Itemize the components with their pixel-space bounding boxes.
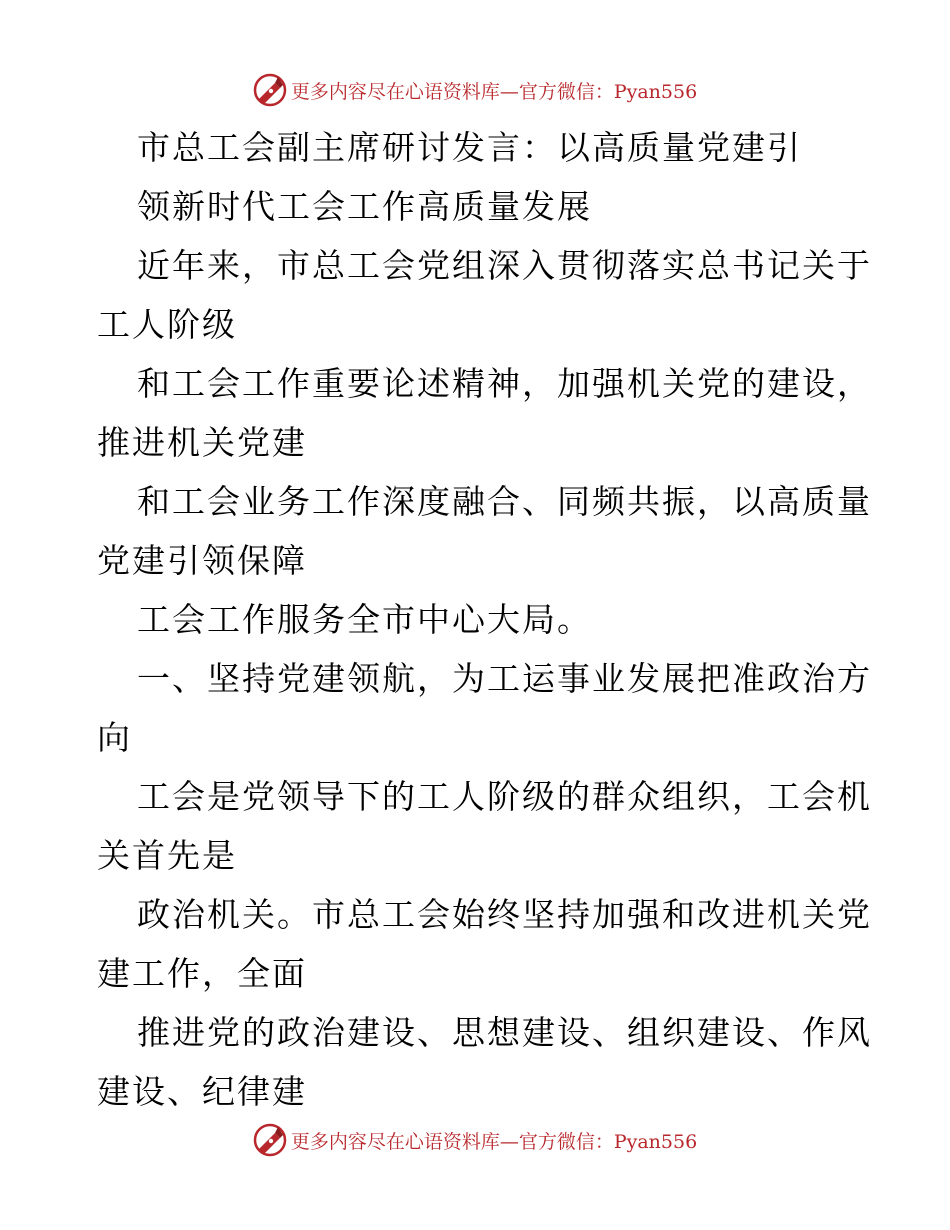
header-banner-text: 更多内容尽在心语资料库—官方微信：Pyan556 — [290, 80, 698, 103]
pen-nib-logo-icon — [253, 73, 287, 107]
section-heading-line: 一、坚持党建领航，为工运事业发展把准政治方 — [137, 659, 872, 698]
footer-banner — [0, 1120, 950, 1160]
title-line-2: 领新时代工会工作高质量发展 — [137, 187, 592, 226]
paragraph-line: 关首先是 — [97, 836, 237, 875]
paragraph-line: 和工会业务工作深度融合、同频共振，以高质量 — [137, 482, 872, 521]
paragraph-line: 政治机关。市总工会始终坚持加强和改进机关党 — [137, 895, 872, 934]
paragraph-line: 工会工作服务全市中心大局。 — [137, 600, 592, 639]
footer-banner-text: 更多内容尽在心语资料库—官方微信：Pyan556 — [290, 1130, 698, 1153]
paragraph-line: 推进机关党建 — [97, 423, 307, 462]
document-body — [97, 118, 872, 1121]
title-line-1: 市总工会副主席研讨发言：以高质量党建引 — [137, 128, 802, 167]
paragraph-line: 党建引领保障 — [97, 541, 307, 580]
paragraph-line: 建设、纪律建 — [97, 1072, 307, 1111]
pen-nib-logo-icon — [253, 1123, 287, 1157]
paragraph-line: 工会是党领导下的工人阶级的群众组织，工会机 — [137, 777, 872, 816]
paragraph-line: 建工作，全面 — [97, 954, 307, 993]
paragraph-line: 推进党的政治建设、思想建设、组织建设、作风 — [137, 1013, 872, 1052]
section-heading-line: 向 — [97, 718, 132, 757]
paragraph-line: 和工会工作重要论述精神，加强机关党的建设， — [137, 364, 872, 403]
paragraph-line: 近年来，市总工会党组深入贯彻落实总书记关于 — [137, 246, 872, 285]
header-banner — [0, 70, 950, 110]
paragraph-line: 工人阶级 — [97, 305, 237, 344]
